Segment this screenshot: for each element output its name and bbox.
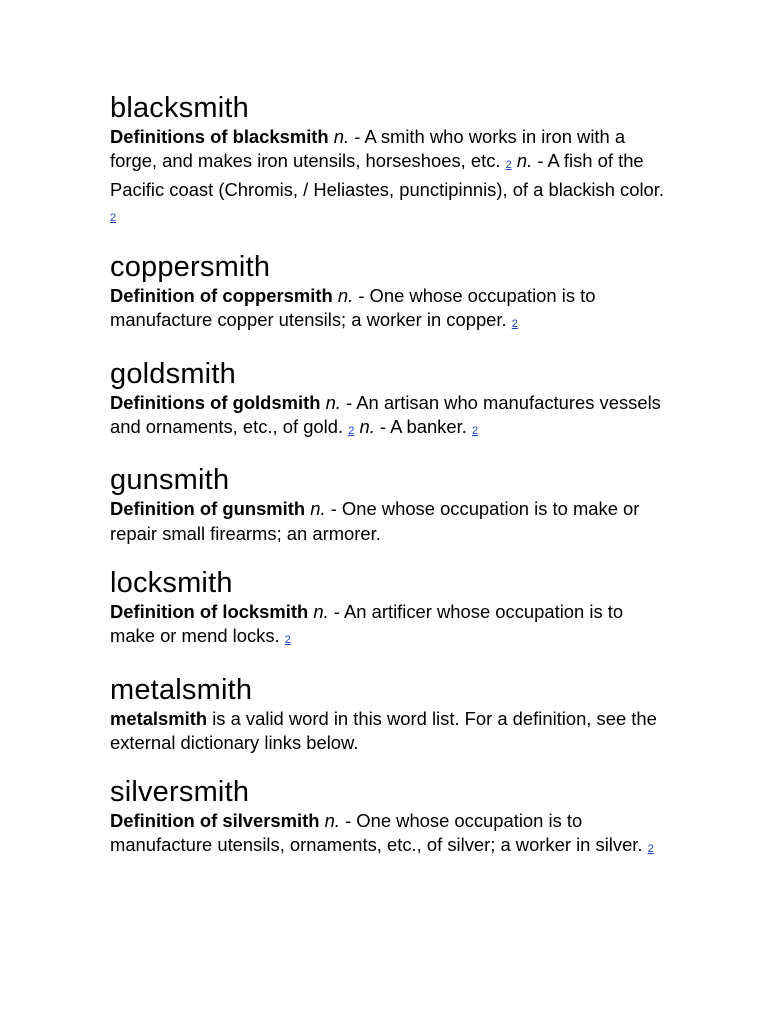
definition-text: - One whose occupation is to manufacture copper utensils; a worker in copper. — [110, 285, 596, 331]
entry-definition — [110, 125, 670, 230]
entry-term: metalsmith — [110, 673, 253, 706]
word-list — [110, 91, 670, 882]
source-ref-link[interactable]: 2 — [505, 159, 512, 172]
definition-lead: Definitions of goldsmith — [110, 391, 321, 413]
definition-lead: Definition of coppersmith — [110, 285, 333, 307]
definition-text: - A smith who works in iron with a forge, and makes iron utensils, horseshoes, etc. — [110, 126, 626, 172]
entry-definition — [110, 391, 670, 444]
part-of-speech: n. — [310, 498, 326, 520]
word-entry — [110, 775, 670, 862]
definition-lead: Definition of locksmith — [110, 600, 309, 622]
word-entry — [110, 673, 670, 756]
entry-term: blacksmith — [110, 92, 249, 124]
definition-text: - An artisan who manufactures vessels and ornaments, etc., of gold. — [110, 391, 661, 438]
entry-term: goldsmith — [110, 357, 236, 390]
source-ref-link[interactable]: 2 — [284, 634, 291, 647]
source-ref-link[interactable]: 2 — [511, 318, 518, 331]
part-of-speech: n. — [313, 600, 329, 622]
part-of-speech: n. — [516, 150, 533, 172]
entry-definition — [110, 809, 670, 862]
part-of-speech: n. — [333, 126, 350, 147]
definition-text: - A banker. — [374, 416, 467, 438]
part-of-speech: n. — [325, 391, 341, 413]
source-ref-link[interactable]: 2 — [110, 211, 117, 224]
source-ref-link[interactable]: 2 — [471, 425, 479, 438]
definition-text: - One whose occupation is to manufacture utensils, ornaments, etc., of silver; a worker in silver. — [110, 810, 643, 856]
definition-text: - One whose occupation is to make or repair small firearms; an armorer. — [110, 498, 640, 544]
entry-definition — [110, 707, 670, 756]
part-of-speech: n. — [324, 810, 340, 832]
word-entry — [110, 91, 670, 230]
word-entry — [110, 250, 670, 337]
word-entry — [110, 463, 670, 546]
entry-definition — [110, 600, 670, 653]
word-entry — [110, 566, 670, 653]
definition-text: is a valid word in this word list. For a definition, see the external dictionary links below. — [110, 707, 657, 753]
part-of-speech: n. — [359, 416, 375, 438]
entry-definition — [110, 284, 670, 337]
definition-text: - An artificer whose occupation is to make or mend locks. — [110, 600, 624, 647]
definition-text: - A fish of the Pacific coast (Chromis, / Heliastes, punctipinnis), of a blackish color. — [110, 150, 664, 200]
part-of-speech: n. — [337, 285, 354, 307]
source-ref-link[interactable]: 2 — [647, 843, 654, 856]
entry-definition — [110, 497, 670, 546]
definition-lead: metalsmith — [110, 707, 208, 729]
definition-lead: Definition of gunsmith — [110, 498, 306, 520]
entry-term: silversmith — [110, 776, 250, 809]
definition-lead: Definitions of blacksmith — [110, 126, 329, 147]
entry-term: coppersmith — [110, 251, 271, 284]
definition-lead: Definition of silversmith — [110, 810, 320, 832]
entry-term: gunsmith — [110, 464, 230, 497]
source-ref-link[interactable]: 2 — [348, 425, 355, 438]
word-entry — [110, 357, 670, 444]
entry-term: locksmith — [110, 566, 233, 599]
